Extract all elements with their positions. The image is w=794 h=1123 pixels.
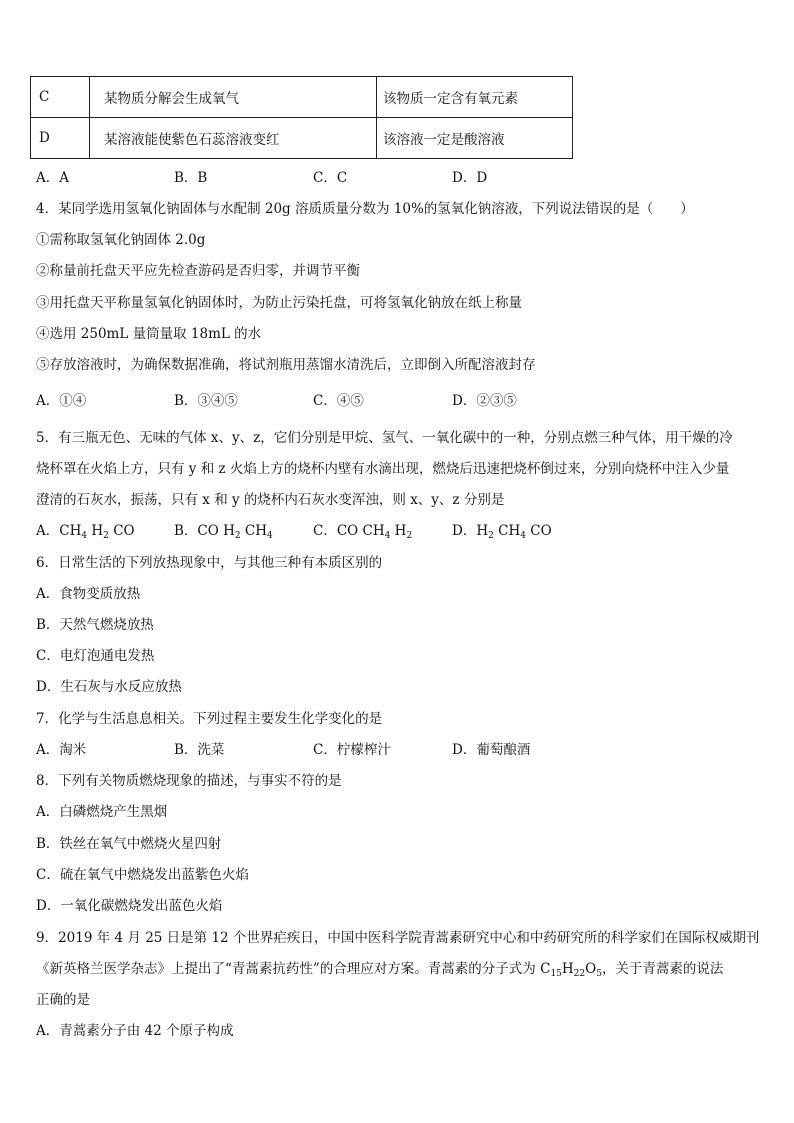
q9-option-a: A．青蒿素分子由 42 个原子构成 <box>36 1023 234 1039</box>
q3-option-a: A．A <box>36 170 69 186</box>
q4-item-3: ③用托盘天平称量氢氧化钠固体时，为防止污染托盘，可将氢氧化钠放在纸上称量 <box>36 295 522 311</box>
q4-option-c: C．④⑤ <box>313 393 364 409</box>
q8-stem: 8．下列有关物质燃烧现象的描述，与事实不符的是 <box>36 773 342 789</box>
q4-item-1: ①需称取氢氧化钠固体 2.0g <box>36 232 206 248</box>
q6-option-b: B．天然气燃烧放热 <box>36 617 154 633</box>
q5-option-a: A．$CH_4$ $H_2$ CO <box>36 523 135 541</box>
q5-stem-line-1: 5．有三瓶无色、无味的气体 x、y、z，它们分别是甲烷、氢气、一氧化碳中的一种，分别点燃三种气体，用干燥的冷 <box>36 430 733 446</box>
q8-option-a: A．白磷燃烧产生黑烟 <box>36 804 168 820</box>
q3-option-c: C．C <box>313 170 348 186</box>
q8-option-d: D．一氧化碳燃烧发出蓝色火焰 <box>36 898 223 914</box>
q5-option-c: C．CO $CH_4$ $H_2$ <box>313 523 413 541</box>
q4-item-4: ④选用 250mL 量筒量取 18mL 的水 <box>36 326 262 342</box>
q4-stem: 4．某同学选用氢氧化钠固体与水配制 20g 溶质质量分数为 10%的氢氧化钠溶液，下列说法错误的是（ ） <box>36 201 694 217</box>
q5-option-d: D．$H_2$ $CH_4$ CO <box>452 523 552 541</box>
q4-option-b: B．③④⑤ <box>174 393 238 409</box>
q6-option-a: A．食物变质放热 <box>36 586 141 602</box>
q4-option-a: A．①④ <box>36 393 87 409</box>
table-cell-fact: 某物质分解会生成氧气 <box>90 77 377 118</box>
q9-stem-line-2: 《新英格兰医学杂志》上提出了“青蒿素抗药性”的合理应对方案。青蒿素的分子式为 $C_{15}H_{22}O_5$，关于青蒿素的说法 <box>36 961 724 979</box>
q5-option-b: B．CO $H_2$ $CH_4$ <box>174 523 273 541</box>
q4-option-d: D．②③⑤ <box>452 393 517 409</box>
table-cell-label: D <box>31 118 90 159</box>
table-cell-conclusion: 该溶液一定是酸溶液 <box>377 118 573 159</box>
table-cell-label: C <box>31 77 90 118</box>
q9-stem-line-3: 正确的是 <box>36 992 90 1008</box>
q9-stem-line-1: 9．2019 年 4 月 25 日是第 12 个世界疟疾日，中国中医科学院青蒿素研究中心和中药研究所的科学家们在国际权威期刊 <box>36 930 760 946</box>
q4-item-5: ⑤存放溶液时，为确保数据准确，将试剂瓶用蒸馏水清洗后，立即倒入所配溶液封存 <box>36 357 536 373</box>
q7-option-b: B．洗菜 <box>174 742 225 758</box>
table-cell-fact: 某溶液能使紫色石蕊溶液变红 <box>90 118 377 159</box>
q7-option-d: D．葡萄酿酒 <box>452 742 531 758</box>
table-row <box>31 118 573 159</box>
q8-option-c: C．硫在氧气中燃烧发出蓝紫色火焰 <box>36 867 249 883</box>
table-row <box>31 77 573 118</box>
q6-option-c: C．电灯泡通电发热 <box>36 648 155 664</box>
q4-item-2: ②称量前托盘天平应先检查游码是否归零，并调节平衡 <box>36 263 360 279</box>
q3-option-b: B．B <box>174 170 208 186</box>
q7-option-c: C．柠檬榨汁 <box>313 742 391 758</box>
q7-option-a: A．淘米 <box>36 742 87 758</box>
q6-option-d: D．生石灰与水反应放热 <box>36 679 182 695</box>
q7-stem: 7．化学与生活息息相关。下列过程主要发生化学变化的是 <box>36 711 383 727</box>
table-cell-conclusion: 该物质一定含有氧元素 <box>377 77 573 118</box>
q5-stem-line-2: 烧杯罩在火焰上方，只有 y 和 z 火焰上方的烧杯内壁有水滴出现，燃烧后迅速把烧杯倒过来，分别向烧杯中注入少量 <box>36 461 730 477</box>
q6-stem: 6．日常生活的下列放热现象中，与其他三种有本质区别的 <box>36 555 383 571</box>
q3-option-d: D．D <box>452 170 488 186</box>
q8-option-b: B．铁丝在氧气中燃烧火星四射 <box>36 836 222 852</box>
q5-stem-line-3: 澄清的石灰水，振荡，只有 x 和 y 的烧杯内石灰水变浑浊，则 x、y、z 分别是 <box>36 492 505 508</box>
options-table <box>30 76 573 159</box>
